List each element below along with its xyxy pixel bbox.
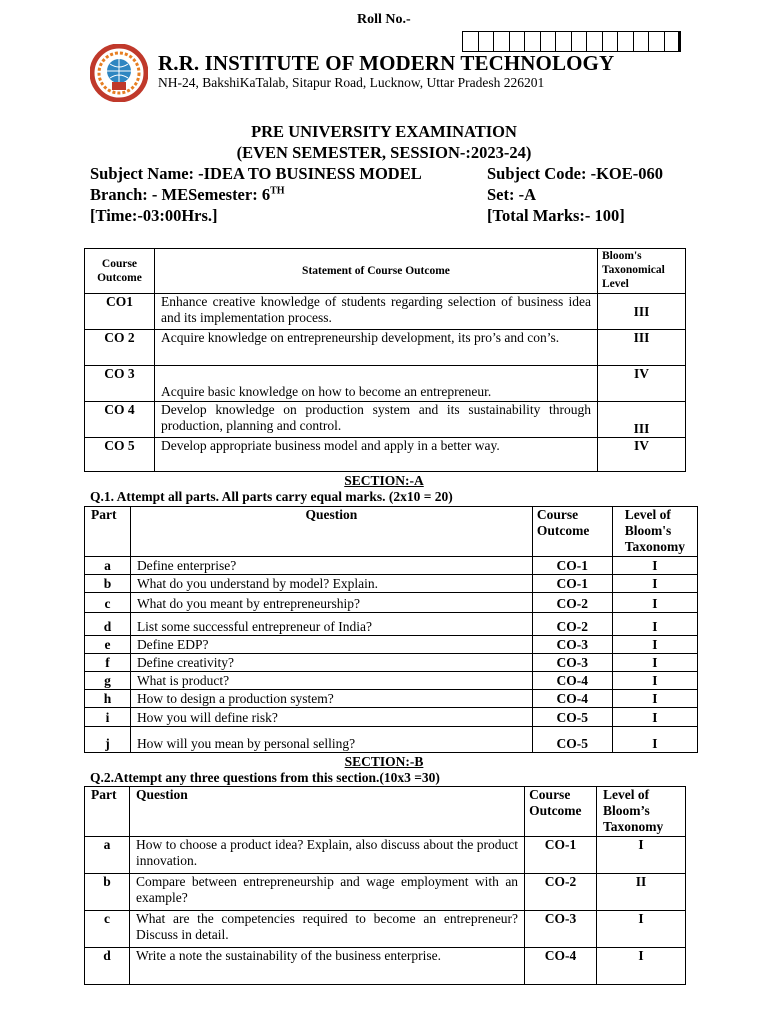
- question-cell: How will you mean by personal selling?: [130, 727, 532, 753]
- part-cell: d: [85, 948, 130, 985]
- column-header: Bloom's Taxonomical Level: [598, 249, 686, 294]
- column-header: Question: [129, 787, 524, 837]
- question-cell: How you will define risk?: [130, 708, 532, 727]
- column-header: Statement of Course Outcome: [154, 249, 597, 294]
- question-cell: What do you understand by model? Explain.: [130, 575, 532, 593]
- column-header: Part: [85, 787, 130, 837]
- column-header: Part: [85, 507, 131, 557]
- question-cell: Write a note the sustainability of the business enterprise.: [129, 948, 524, 985]
- table-row: [85, 874, 686, 911]
- level-cell: I: [612, 672, 697, 690]
- table-header-row: [85, 787, 686, 837]
- statement-cell: Acquire knowledge on entrepreneurship development, its pro’s and con’s.: [154, 330, 597, 366]
- co-cell: CO 2: [85, 330, 155, 366]
- statement-cell: Develop knowledge on production system and its sustainability through production, planning and control.: [154, 402, 597, 438]
- part-cell: g: [85, 672, 131, 690]
- part-cell: b: [85, 575, 131, 593]
- part-cell: i: [85, 708, 131, 727]
- branch-semester: [90, 185, 285, 205]
- roll-number-box[interactable]: [634, 32, 650, 51]
- statement-cell: Enhance creative knowledge of students regarding selection of business idea and its implementation process.: [154, 294, 597, 330]
- table-row: [85, 557, 698, 575]
- institute-logo: [90, 44, 148, 102]
- column-header: Course Outcome: [525, 787, 597, 837]
- table-row: [85, 727, 698, 753]
- question-cell: What is product?: [130, 672, 532, 690]
- roll-number-box[interactable]: [572, 32, 588, 51]
- table-row: [85, 575, 698, 593]
- roll-number-boxes[interactable]: [462, 31, 681, 52]
- set-label: Set: -A: [487, 185, 537, 204]
- table-header-row: [85, 249, 686, 294]
- part-cell: a: [85, 557, 131, 575]
- level-cell: I: [612, 613, 697, 636]
- section-a-title: SECTION:-A: [344, 473, 424, 488]
- table-row: [85, 613, 698, 636]
- part-cell: c: [85, 593, 131, 613]
- exam-title: PRE UNIVERSITY EXAMINATION: [251, 122, 517, 141]
- column-header: Course Outcome: [532, 507, 612, 557]
- co-cell: CO-1: [532, 575, 612, 593]
- level-cell: I: [612, 636, 697, 654]
- co-cell: CO-2: [525, 874, 597, 911]
- level-cell: I: [597, 948, 686, 985]
- question-cell: List some successful entrepreneur of India?: [130, 613, 532, 636]
- table-row: [85, 593, 698, 613]
- co-cell: CO-4: [525, 948, 597, 985]
- statement-cell: Acquire basic knowledge on how to become an entrepreneur.: [154, 366, 597, 402]
- roll-number-box[interactable]: [556, 32, 572, 51]
- table-row: [85, 438, 686, 472]
- table-row: [85, 911, 686, 948]
- section-a-table: [84, 506, 698, 753]
- column-header: Question: [130, 507, 532, 557]
- level-cell: II: [597, 874, 686, 911]
- part-cell: f: [85, 654, 131, 672]
- subject-name: Subject Name: -IDEA TO BUSINESS MODEL: [90, 164, 422, 183]
- total-marks: [Total Marks:- 100]: [487, 206, 625, 225]
- co-cell: CO-4: [532, 672, 612, 690]
- section-b-table: [84, 786, 686, 985]
- subject-code: Subject Code: -KOE-060: [487, 164, 663, 183]
- question-cell: What are the competencies required to become an entrepreneur? Discuss in detail.: [129, 911, 524, 948]
- roll-number-box[interactable]: [603, 32, 619, 51]
- part-cell: d: [85, 613, 131, 636]
- roll-number-box[interactable]: [587, 32, 603, 51]
- exam-session: (EVEN SEMESTER, SESSION-:2023-24): [236, 143, 532, 162]
- course-outcome-table: [84, 248, 686, 472]
- question-cell: Define enterprise?: [130, 557, 532, 575]
- co-cell: CO-2: [532, 613, 612, 636]
- co-cell: CO 3: [85, 366, 155, 402]
- table-row: [85, 690, 698, 708]
- level-cell: III: [598, 294, 686, 330]
- table-row: [85, 636, 698, 654]
- level-cell: I: [612, 557, 697, 575]
- level-cell: I: [612, 690, 697, 708]
- roll-number-box[interactable]: [479, 32, 495, 51]
- table-row: [85, 294, 686, 330]
- part-cell: e: [85, 636, 131, 654]
- level-cell: I: [612, 708, 697, 727]
- section-b-title: SECTION:-B: [344, 754, 424, 769]
- roll-number-label: Roll No.-: [357, 12, 411, 27]
- question-cell: Compare between entrepreneurship and wage employment with an example?: [129, 874, 524, 911]
- column-header: Level of Bloom's Taxonomy: [612, 507, 697, 557]
- level-cell: I: [597, 911, 686, 948]
- co-cell: CO-5: [532, 727, 612, 753]
- statement-cell: Develop appropriate business model and apply in a better way.: [154, 438, 597, 472]
- level-cell: I: [612, 654, 697, 672]
- co-cell: CO 5: [85, 438, 155, 472]
- table-row: [85, 672, 698, 690]
- table-row: [85, 708, 698, 727]
- part-cell: h: [85, 690, 131, 708]
- level-cell: I: [612, 593, 697, 613]
- section-a-instruction: Q.1. Attempt all parts. All parts carry equal marks. (2x10 = 20): [90, 489, 453, 504]
- co-cell: CO-2: [532, 593, 612, 613]
- branch-semester-text: Branch: - MESemester: 6: [90, 185, 271, 204]
- level-cell: I: [612, 727, 697, 753]
- roll-number-box[interactable]: [665, 32, 681, 51]
- level-cell: I: [612, 575, 697, 593]
- level-cell: III: [598, 402, 686, 438]
- institute-name: R.R. INSTITUTE OF MODERN TECHNOLOGY: [158, 51, 615, 75]
- part-cell: a: [85, 837, 130, 874]
- co-cell: CO1: [85, 294, 155, 330]
- part-cell: c: [85, 911, 130, 948]
- time-label: [Time:-03:00Hrs.]: [90, 206, 218, 225]
- question-cell: How to choose a product idea? Explain, also discuss about the product innovation.: [129, 837, 524, 874]
- co-cell: CO-1: [532, 557, 612, 575]
- column-header: Course Outcome: [85, 249, 155, 294]
- roll-number-box[interactable]: [525, 32, 541, 51]
- co-cell: CO 4: [85, 402, 155, 438]
- question-cell: What do you meant by entrepreneurship?: [130, 593, 532, 613]
- table-row: [85, 330, 686, 366]
- roll-number-box[interactable]: [463, 32, 479, 51]
- semester-suffix: TH: [270, 185, 285, 197]
- level-cell: IV: [598, 366, 686, 402]
- roll-number-box[interactable]: [510, 32, 526, 51]
- institute-address: NH-24, BakshiKaTalab, Sitapur Road, Lucknow, Uttar Pradesh 226201: [158, 75, 545, 90]
- question-cell: Define creativity?: [130, 654, 532, 672]
- table-row: [85, 837, 686, 874]
- table-row: [85, 948, 686, 985]
- part-cell: b: [85, 874, 130, 911]
- level-cell: I: [597, 837, 686, 874]
- column-header: Level of Bloom’s Taxonomy: [597, 787, 686, 837]
- level-cell: IV: [598, 438, 686, 472]
- level-cell: III: [598, 330, 686, 366]
- table-header-row: [85, 507, 698, 557]
- table-row: [85, 366, 686, 402]
- roll-number-box[interactable]: [541, 32, 557, 51]
- co-cell: CO-1: [525, 837, 597, 874]
- table-row: [85, 402, 686, 438]
- table-row: [85, 654, 698, 672]
- co-cell: CO-5: [532, 708, 612, 727]
- co-cell: CO-3: [525, 911, 597, 948]
- roll-number-box[interactable]: [649, 32, 665, 51]
- question-cell: Define EDP?: [130, 636, 532, 654]
- part-cell: j: [85, 727, 131, 753]
- section-b-instruction: Q.2.Attempt any three questions from this section.(10x3 =30): [90, 770, 440, 785]
- question-cell: How to design a production system?: [130, 690, 532, 708]
- roll-number-box[interactable]: [618, 32, 634, 51]
- co-cell: CO-3: [532, 636, 612, 654]
- co-cell: CO-4: [532, 690, 612, 708]
- roll-number-box[interactable]: [494, 32, 510, 51]
- co-cell: CO-3: [532, 654, 612, 672]
